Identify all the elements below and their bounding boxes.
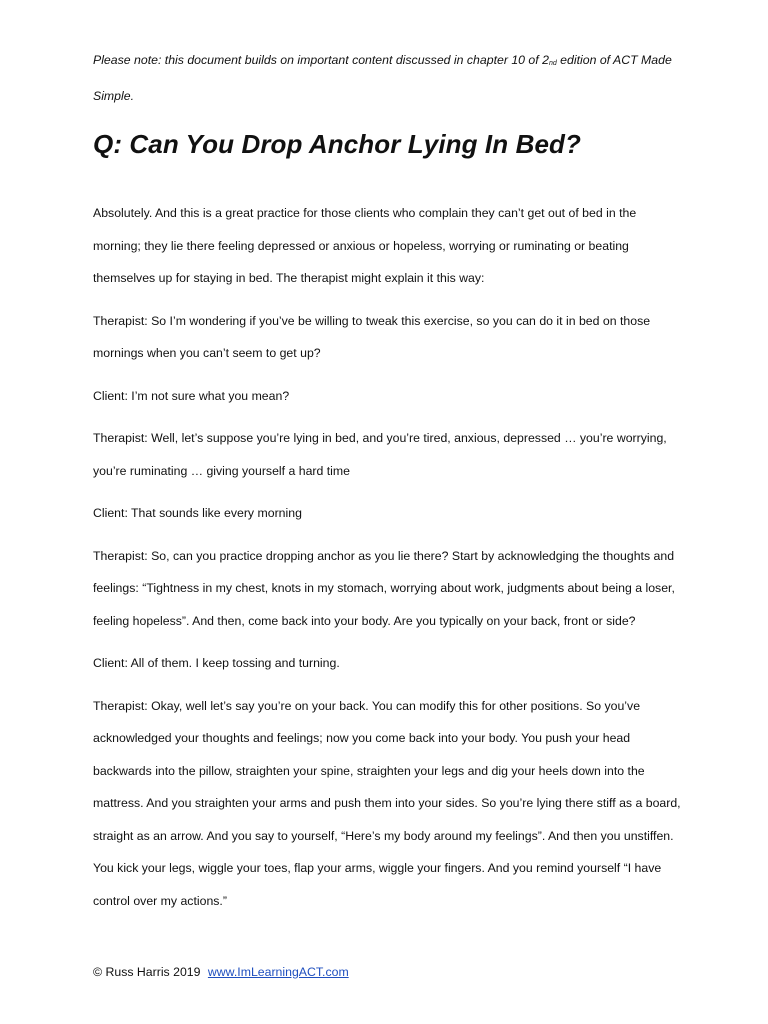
chapter-note-superscript: nd <box>548 60 557 67</box>
chapter-note-text-end: edition of ACT Made Simple. <box>93 53 672 103</box>
chapter-note <box>93 44 681 112</box>
chapter-note-text: Please note: this document builds on important content discussed in chapter 10 of 2 <box>93 53 549 67</box>
website-link[interactable]: www.ImLearningACT.com <box>207 965 349 979</box>
paragraph: Therapist: Okay, well let’s say you’re on your back. You can modify this for other positions. So you’ve acknowledged your thoughts and feelings; now you come back into your body. You push your head backwards into the pillow, straighten your spine, straighten your legs and dig your heels down into the mattress. And you straighten your arms and push them into your sides. So you’re lying there stiff as a board, straight as an arrow. And you say to yourself, “Here’s my body around my feelings”. And then you unstiffen. You kick your legs, wiggle your toes, flap your arms, wiggle your fingers. And you remind yourself “I have control over my actions.” <box>93 698 681 908</box>
page-footer <box>93 961 349 983</box>
body-text <box>93 197 681 917</box>
page-title: Q: Can You Drop Anchor Lying In Bed? <box>93 129 581 159</box>
paragraph: Absolutely. And this is a great practice for those clients who complain they can’t get out of bed in the morning; they lie there feeling depressed or anxious or hopeless, worrying or ruminating or beating themselves up for staying in bed. The therapist might explain it this way: <box>93 206 637 285</box>
document-content <box>93 44 681 927</box>
paragraph: Therapist: Well, let’s suppose you’re lying in bed, and you’re tired, anxious, depressed … you’re worrying, you’re ruminating … giving yourself a hard time <box>93 431 667 478</box>
paragraph: Client: That sounds like every morning <box>93 506 302 520</box>
paragraph: Client: All of them. I keep tossing and turning. <box>93 656 340 670</box>
copyright-text: © Russ Harris 2019 <box>93 965 201 979</box>
paragraph: Therapist: So I’m wondering if you’ve be willing to tweak this exercise, so you can do it in bed on those mornings when you can’t seem to get up? <box>93 313 651 360</box>
paragraph: Therapist: So, can you practice dropping anchor as you lie there? Start by acknowledging the thoughts and feelings: “Tightness in my chest, knots in my stomach, worrying about work, judgments about being a loser, feeling hopeless”. And then, come back into your body. Are you typically on your back, front or side? <box>93 548 675 628</box>
paragraph: Client: I’m not sure what you mean? <box>93 388 290 403</box>
